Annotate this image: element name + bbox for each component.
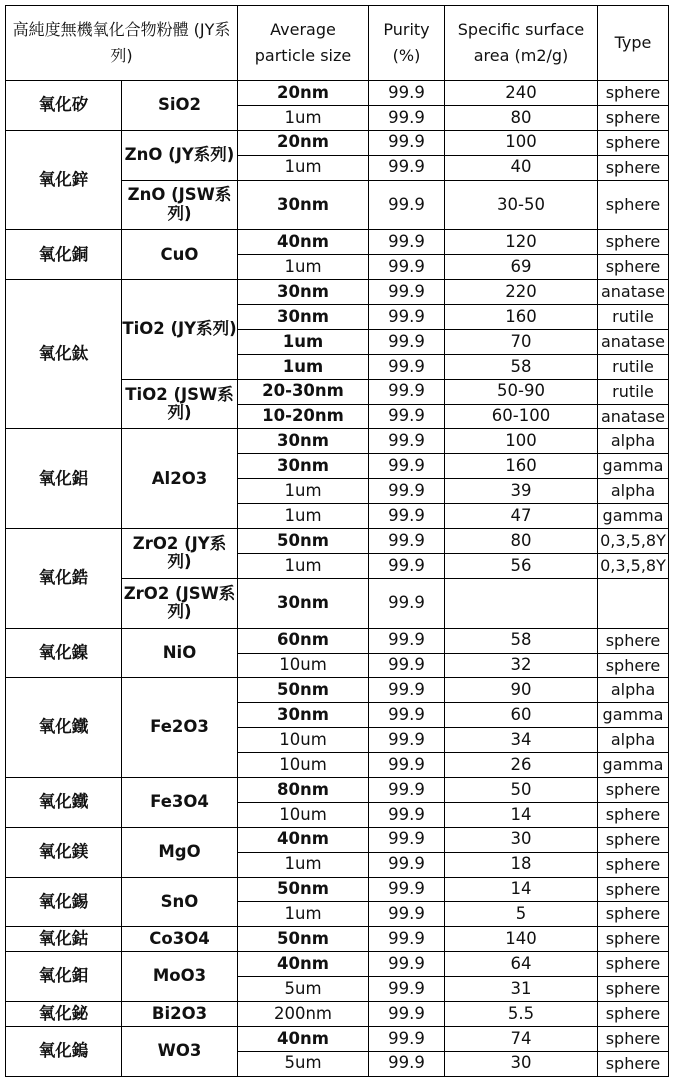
purity-cell: 99.9 (369, 479, 445, 504)
area-cell: 80 (445, 105, 598, 130)
purity-cell: 99.9 (369, 280, 445, 305)
area-cell: 18 (445, 852, 598, 877)
area-cell: 58 (445, 354, 598, 379)
purity-cell: 99.9 (369, 703, 445, 728)
size-cell: 30nm (238, 578, 369, 628)
table-body (6, 81, 669, 1077)
type-cell: sphere (598, 827, 669, 852)
purity-cell: 99.9 (369, 429, 445, 454)
compound-cell: 氧化鎢 (6, 1026, 122, 1076)
area-cell: 5.5 (445, 1001, 598, 1026)
size-cell: 1um (238, 329, 369, 354)
formula-cell: Fe2O3 (122, 678, 238, 778)
purity-cell: 99.9 (369, 1051, 445, 1076)
formula-cell: NiO (122, 628, 238, 678)
purity-cell: 99.9 (369, 777, 445, 802)
type-cell: 0,3,5,8Y (598, 529, 669, 554)
header-row (6, 6, 669, 81)
formula-cell: CuO (122, 230, 238, 280)
area-cell: 50 (445, 777, 598, 802)
table-row (6, 827, 669, 852)
size-cell: 60nm (238, 628, 369, 653)
table-row (6, 529, 669, 554)
size-cell: 30nm (238, 429, 369, 454)
size-cell: 10um (238, 728, 369, 753)
area-cell: 14 (445, 877, 598, 902)
area-cell: 60 (445, 703, 598, 728)
type-cell: 0,3,5,8Y (598, 553, 669, 578)
type-cell: sphere (598, 653, 669, 678)
type-cell: alpha (598, 728, 669, 753)
compound-cell: 氧化鉍 (6, 1001, 122, 1026)
type-cell: gamma (598, 753, 669, 778)
purity-cell: 99.9 (369, 130, 445, 155)
area-cell: 140 (445, 927, 598, 952)
size-cell: 20nm (238, 130, 369, 155)
type-cell: anatase (598, 280, 669, 305)
type-cell: gamma (598, 454, 669, 479)
area-cell: 80 (445, 529, 598, 554)
type-cell: sphere (598, 852, 669, 877)
purity-cell: 99.9 (369, 255, 445, 280)
type-cell: alpha (598, 429, 669, 454)
compound-cell: 氧化銅 (6, 230, 122, 280)
type-cell: sphere (598, 105, 669, 130)
table-row (6, 628, 669, 653)
area-cell: 90 (445, 678, 598, 703)
type-cell: sphere (598, 1026, 669, 1051)
header-type: Type (598, 6, 669, 81)
header-material: 高純度無機氧化合物粉體 (JY系列) (6, 6, 238, 81)
type-cell: rutile (598, 379, 669, 404)
size-cell: 10um (238, 802, 369, 827)
type-cell (598, 578, 669, 628)
area-cell: 56 (445, 553, 598, 578)
size-cell: 40nm (238, 230, 369, 255)
type-cell: sphere (598, 230, 669, 255)
area-cell: 69 (445, 255, 598, 280)
purity-cell: 99.9 (369, 753, 445, 778)
purity-cell: 99.9 (369, 180, 445, 230)
size-cell: 5um (238, 977, 369, 1002)
purity-cell: 99.9 (369, 578, 445, 628)
formula-cell: MgO (122, 827, 238, 877)
purity-cell: 99.9 (369, 1026, 445, 1051)
table-row (6, 777, 669, 802)
size-cell: 50nm (238, 678, 369, 703)
size-cell: 30nm (238, 454, 369, 479)
purity-cell: 99.9 (369, 977, 445, 1002)
size-cell: 40nm (238, 1026, 369, 1051)
size-cell: 30nm (238, 703, 369, 728)
area-cell: 30 (445, 827, 598, 852)
formula-cell: TiO2 (JSW系列) (122, 379, 238, 429)
area-cell: 50-90 (445, 379, 598, 404)
compound-cell: 氧化鐵 (6, 777, 122, 827)
size-cell: 10um (238, 653, 369, 678)
compound-cell: 氧化鐵 (6, 678, 122, 778)
size-cell: 10-20nm (238, 404, 369, 429)
size-cell: 50nm (238, 529, 369, 554)
area-cell: 30 (445, 1051, 598, 1076)
compound-cell: 氧化鎂 (6, 827, 122, 877)
type-cell: sphere (598, 952, 669, 977)
formula-cell: TiO2 (JY系列) (122, 280, 238, 380)
purity-cell: 99.9 (369, 105, 445, 130)
purity-cell: 99.9 (369, 504, 445, 529)
type-cell: sphere (598, 877, 669, 902)
formula-cell: SnO (122, 877, 238, 927)
table-row (6, 927, 669, 952)
type-cell: rutile (598, 354, 669, 379)
header-purity: Purity (%) (369, 6, 445, 81)
size-cell: 40nm (238, 952, 369, 977)
area-cell: 120 (445, 230, 598, 255)
formula-cell: WO3 (122, 1026, 238, 1076)
purity-cell: 99.9 (369, 628, 445, 653)
type-cell: alpha (598, 479, 669, 504)
table-row (6, 1026, 669, 1051)
type-cell: sphere (598, 1051, 669, 1076)
size-cell: 1um (238, 255, 369, 280)
purity-cell: 99.9 (369, 952, 445, 977)
table-row (6, 130, 669, 155)
type-cell: sphere (598, 81, 669, 106)
purity-cell: 99.9 (369, 553, 445, 578)
type-cell: sphere (598, 628, 669, 653)
area-cell: 70 (445, 329, 598, 354)
size-cell: 1um (238, 852, 369, 877)
purity-cell: 99.9 (369, 81, 445, 106)
size-cell: 40nm (238, 827, 369, 852)
table-row (6, 877, 669, 902)
area-cell: 47 (445, 504, 598, 529)
size-cell: 1um (238, 354, 369, 379)
size-cell: 20-30nm (238, 379, 369, 404)
size-cell: 30nm (238, 305, 369, 330)
compound-cell: 氧化鋅 (6, 130, 122, 230)
purity-cell: 99.9 (369, 529, 445, 554)
formula-cell: MoO3 (122, 952, 238, 1002)
table-row (6, 280, 669, 305)
purity-cell: 99.9 (369, 678, 445, 703)
purity-cell: 99.9 (369, 329, 445, 354)
size-cell: 1um (238, 902, 369, 927)
formula-cell: ZrO2 (JY系列) (122, 529, 238, 579)
size-cell: 5um (238, 1051, 369, 1076)
purity-cell: 99.9 (369, 354, 445, 379)
compound-cell: 氧化錫 (6, 877, 122, 927)
size-cell: 10um (238, 753, 369, 778)
purity-cell: 99.9 (369, 802, 445, 827)
size-cell: 1um (238, 479, 369, 504)
type-cell: alpha (598, 678, 669, 703)
purity-cell: 99.9 (369, 927, 445, 952)
table-row (6, 81, 669, 106)
formula-cell: SiO2 (122, 81, 238, 131)
area-cell: 160 (445, 454, 598, 479)
type-cell: sphere (598, 180, 669, 230)
size-cell: 50nm (238, 877, 369, 902)
area-cell: 5 (445, 902, 598, 927)
area-cell: 100 (445, 429, 598, 454)
purity-cell: 99.9 (369, 728, 445, 753)
type-cell: anatase (598, 329, 669, 354)
area-cell: 64 (445, 952, 598, 977)
area-cell: 30-50 (445, 180, 598, 230)
type-cell: sphere (598, 255, 669, 280)
table-row (6, 230, 669, 255)
formula-cell: ZnO (JSW系列) (122, 180, 238, 230)
area-cell: 32 (445, 653, 598, 678)
type-cell: anatase (598, 404, 669, 429)
area-cell: 34 (445, 728, 598, 753)
type-cell: sphere (598, 155, 669, 180)
size-cell: 1um (238, 105, 369, 130)
formula-cell: Fe3O4 (122, 777, 238, 827)
purity-cell: 99.9 (369, 827, 445, 852)
type-cell: sphere (598, 927, 669, 952)
formula-cell: ZnO (JY系列) (122, 130, 238, 180)
compound-cell: 氧化鎳 (6, 628, 122, 678)
table-row (6, 429, 669, 454)
type-cell: sphere (598, 977, 669, 1002)
purity-cell: 99.9 (369, 404, 445, 429)
compound-cell: 氧化鋯 (6, 529, 122, 629)
table-row (6, 952, 669, 977)
type-cell: rutile (598, 305, 669, 330)
purity-cell: 99.9 (369, 230, 445, 255)
area-cell: 31 (445, 977, 598, 1002)
formula-cell: Bi2O3 (122, 1001, 238, 1026)
size-cell: 1um (238, 504, 369, 529)
purity-cell: 99.9 (369, 454, 445, 479)
area-cell: 160 (445, 305, 598, 330)
size-cell: 80nm (238, 777, 369, 802)
purity-cell: 99.9 (369, 653, 445, 678)
type-cell: sphere (598, 777, 669, 802)
powder-spec-table (5, 5, 669, 1077)
area-cell: 14 (445, 802, 598, 827)
purity-cell: 99.9 (369, 902, 445, 927)
size-cell: 30nm (238, 180, 369, 230)
table-row (6, 1001, 669, 1026)
compound-cell: 氧化鈦 (6, 280, 122, 429)
area-cell: 58 (445, 628, 598, 653)
formula-cell: Al2O3 (122, 429, 238, 529)
header-particle-size: Average particle size (238, 6, 369, 81)
purity-cell: 99.9 (369, 305, 445, 330)
compound-cell: 氧化鈷 (6, 927, 122, 952)
area-cell: 26 (445, 753, 598, 778)
table-row (6, 678, 669, 703)
area-cell: 40 (445, 155, 598, 180)
size-cell: 1um (238, 155, 369, 180)
formula-cell: Co3O4 (122, 927, 238, 952)
purity-cell: 99.9 (369, 1001, 445, 1026)
compound-cell: 氧化矽 (6, 81, 122, 131)
purity-cell: 99.9 (369, 877, 445, 902)
type-cell: gamma (598, 504, 669, 529)
size-cell: 50nm (238, 927, 369, 952)
size-cell: 200nm (238, 1001, 369, 1026)
area-cell (445, 578, 598, 628)
purity-cell: 99.9 (369, 852, 445, 877)
area-cell: 220 (445, 280, 598, 305)
compound-cell: 氧化鉬 (6, 952, 122, 1002)
area-cell: 100 (445, 130, 598, 155)
type-cell: sphere (598, 902, 669, 927)
area-cell: 60-100 (445, 404, 598, 429)
type-cell: gamma (598, 703, 669, 728)
type-cell: sphere (598, 1001, 669, 1026)
size-cell: 30nm (238, 280, 369, 305)
purity-cell: 99.9 (369, 379, 445, 404)
size-cell: 1um (238, 553, 369, 578)
header-surface-area: Specific surface area (m2/g) (445, 6, 598, 81)
area-cell: 240 (445, 81, 598, 106)
size-cell: 20nm (238, 81, 369, 106)
area-cell: 39 (445, 479, 598, 504)
compound-cell: 氧化鋁 (6, 429, 122, 529)
type-cell: sphere (598, 802, 669, 827)
purity-cell: 99.9 (369, 155, 445, 180)
area-cell: 74 (445, 1026, 598, 1051)
formula-cell: ZrO2 (JSW系列) (122, 578, 238, 628)
type-cell: sphere (598, 130, 669, 155)
